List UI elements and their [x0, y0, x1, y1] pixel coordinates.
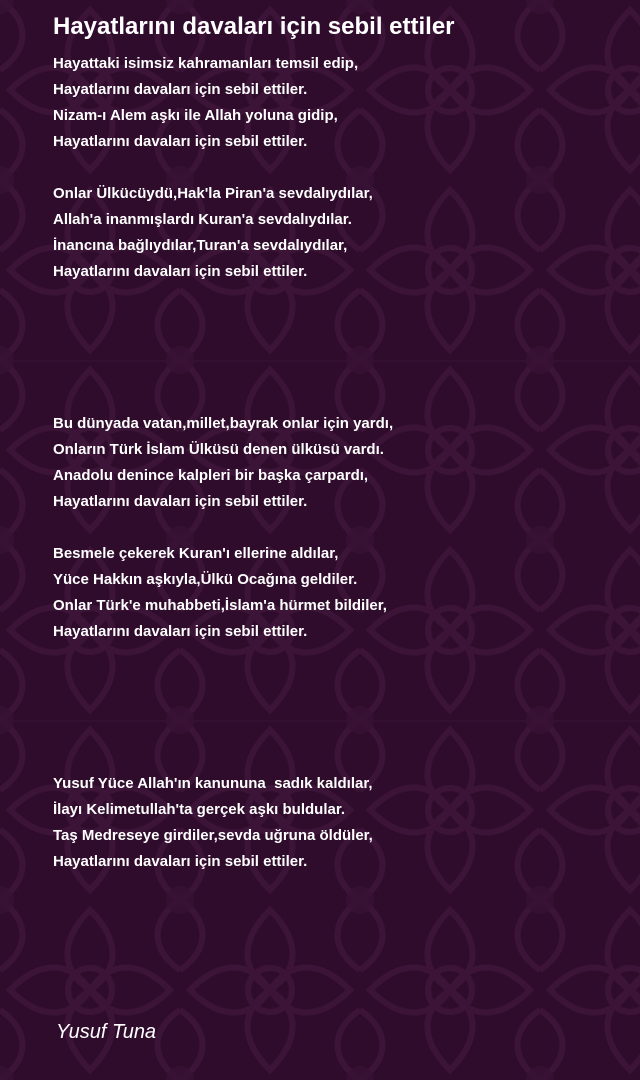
stanza-4	[53, 541, 387, 645]
poem-line: Hayattaki isimsiz kahramanları temsil edip,	[53, 55, 359, 72]
poem-line: Hayatlarını davaları için sebil ettiler.	[53, 81, 308, 98]
poem-line: Yüce Hakkın aşkıyla,Ülkü Ocağına geldiler.	[53, 571, 358, 588]
poem-line: Hayatlarını davaları için sebil ettiler.	[53, 133, 308, 150]
stanza-5	[53, 771, 373, 875]
poem-author: Yusuf Tuna	[56, 1021, 157, 1043]
poem-line: Hayatlarını davaları için sebil ettiler.	[53, 263, 308, 280]
poem-line: Nizam-ı Alem aşkı ile Allah yoluna gidip,	[53, 107, 338, 124]
poem-title: Hayatlarını davaları için sebil ettiler	[53, 13, 455, 40]
poem-line: İnancına bağlıydılar,Turan'a sevdalıydılar,	[53, 237, 348, 254]
poem-line: Besmele çekerek Kuran'ı ellerine aldılar,	[53, 545, 339, 562]
poem-line: Allah'a inanmışlardı Kuran'a sevdalıydılar.	[53, 211, 352, 228]
stanza-3	[53, 411, 393, 515]
poem-line: Onlar Ülkücüydü,Hak'la Piran'a sevdalıydılar,	[53, 185, 373, 202]
poem-line: Yusuf Yüce Allah'ın kanununa sadık kaldılar,	[53, 775, 373, 792]
poem-line: Hayatlarını davaları için sebil ettiler.	[53, 623, 308, 640]
poem-line: Bu dünyada vatan,millet,bayrak onlar için yardı,	[53, 415, 394, 432]
poem-line: Anadolu denince kalpleri bir başka çarpardı,	[53, 467, 369, 484]
stanza-1	[53, 51, 358, 155]
poem-line: Taş Medreseye girdiler,sevda uğruna öldüler,	[53, 827, 373, 844]
stanza-2	[53, 181, 373, 285]
poem-line: Onların Türk İslam Ülküsü denen ülküsü vardı.	[53, 441, 384, 458]
poem-line: Onlar Türk'e muhabbeti,İslam'a hürmet bildiler,	[53, 597, 387, 614]
poem-line: Hayatlarını davaları için sebil ettiler.	[53, 493, 308, 510]
poem-line: İlayı Kelimetullah'ta gerçek aşkı buldular.	[53, 801, 346, 818]
poem-line: Hayatlarını davaları için sebil ettiler.	[53, 853, 308, 870]
